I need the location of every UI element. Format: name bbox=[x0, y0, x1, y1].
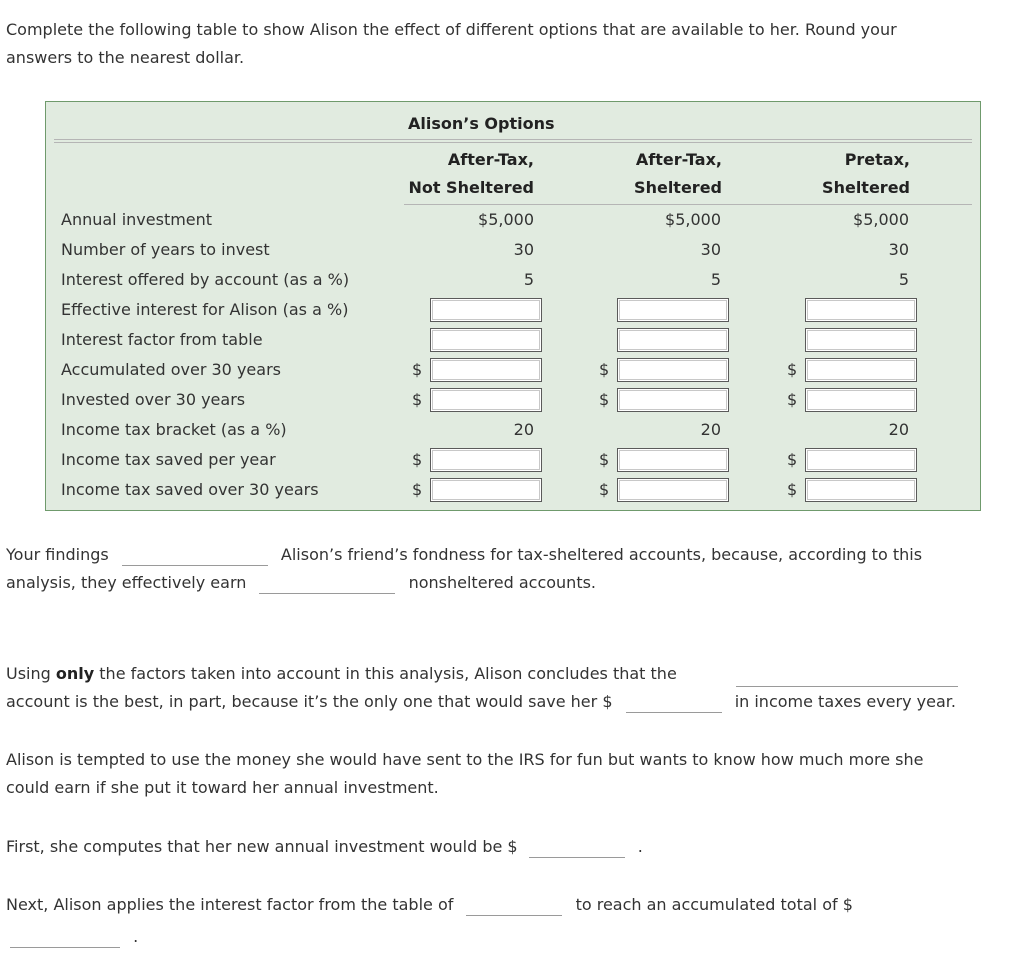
row-label-tax-bracket: Income tax bracket (as a %) bbox=[61, 420, 287, 439]
col-header-1-line-2: Not Sheltered bbox=[408, 178, 534, 197]
input-tax-saved-30-years-col2[interactable] bbox=[617, 478, 729, 502]
next-period: . bbox=[133, 927, 139, 946]
dollar-sign: $ bbox=[787, 360, 798, 379]
input-effective-interest-col1[interactable] bbox=[430, 298, 542, 322]
row-label-annual-investment: Annual investment bbox=[61, 210, 213, 229]
first-period: . bbox=[637, 837, 643, 856]
instructions-line-1: Complete the following table to show Alison the effect of different options that are available to her. Round your bbox=[6, 20, 897, 39]
input-tax-saved-per-year-col2[interactable] bbox=[617, 448, 729, 472]
findings-earn-dropdown[interactable] bbox=[259, 575, 395, 594]
cell-annual-investment-col3: $5,000 bbox=[853, 210, 909, 229]
row-label-effective-interest: Effective interest for Alison (as a %) bbox=[61, 300, 349, 319]
input-tax-saved-30-years-col3[interactable] bbox=[805, 478, 917, 502]
row-label-interest-offered: Interest offered by account (as a %) bbox=[61, 270, 350, 289]
row-label-interest-factor: Interest factor from table bbox=[61, 330, 263, 349]
dollar-sign: $ bbox=[412, 360, 423, 379]
findings-text-3: analysis, they effectively earn bbox=[6, 573, 247, 592]
findings-text-4: nonsheltered accounts. bbox=[408, 573, 597, 592]
header-rule-double bbox=[54, 139, 972, 143]
instructions-line-2: answers to the nearest dollar. bbox=[6, 48, 245, 67]
dollar-sign: $ bbox=[787, 480, 798, 499]
conclusion-line-2 bbox=[6, 688, 956, 716]
tempted-line-2: could earn if she put it toward her annual investment. bbox=[6, 778, 439, 797]
dollar-sign: $ bbox=[599, 360, 610, 379]
dollar-sign: $ bbox=[412, 450, 423, 469]
new-annual-investment-blank[interactable] bbox=[529, 839, 625, 858]
dollar-sign: $ bbox=[412, 390, 423, 409]
col-header-3-line-2: Sheltered bbox=[822, 178, 910, 197]
cell-annual-investment-col2: $5,000 bbox=[665, 210, 721, 229]
cell-tax-bracket-col1: 20 bbox=[513, 420, 534, 439]
cell-interest-offered-col2: 5 bbox=[710, 270, 721, 289]
input-tax-saved-per-year-col3[interactable] bbox=[805, 448, 917, 472]
accumulated-total-blank[interactable] bbox=[10, 929, 120, 948]
findings-line-1 bbox=[6, 541, 922, 569]
cell-annual-investment-col1: $5,000 bbox=[478, 210, 534, 229]
input-accumulated-col1[interactable] bbox=[430, 358, 542, 382]
input-invested-col2[interactable] bbox=[617, 388, 729, 412]
dollar-sign: $ bbox=[599, 390, 610, 409]
col-header-3-line-1: Pretax, bbox=[844, 150, 910, 169]
first-text: First, she computes that her new annual investment would be $ bbox=[6, 837, 518, 856]
col-header-1-line-1: After-Tax, bbox=[447, 150, 534, 169]
tempted-line-1: Alison is tempted to use the money she would have sent to the IRS for fun but wants to know how much more she bbox=[6, 750, 924, 769]
input-interest-factor-col1[interactable] bbox=[430, 328, 542, 352]
dollar-sign: $ bbox=[787, 390, 798, 409]
row-label-tax-saved-per-year: Income tax saved per year bbox=[61, 450, 276, 469]
cell-years-col3: 30 bbox=[888, 240, 909, 259]
cell-years-col2: 30 bbox=[700, 240, 721, 259]
dollar-sign: $ bbox=[787, 450, 798, 469]
next-text-1: Next, Alison applies the interest factor from the table of bbox=[6, 895, 454, 914]
cell-tax-bracket-col3: 20 bbox=[888, 420, 909, 439]
interest-factor-blank[interactable] bbox=[466, 897, 562, 916]
input-effective-interest-col2[interactable] bbox=[617, 298, 729, 322]
input-invested-col3[interactable] bbox=[805, 388, 917, 412]
dollar-sign: $ bbox=[599, 450, 610, 469]
first-line bbox=[6, 833, 643, 861]
findings-support-dropdown[interactable] bbox=[122, 547, 268, 566]
cell-years-col1: 30 bbox=[513, 240, 534, 259]
input-tax-saved-30-years-col1[interactable] bbox=[430, 478, 542, 502]
cell-tax-bracket-col2: 20 bbox=[700, 420, 721, 439]
cell-interest-offered-col1: 5 bbox=[523, 270, 534, 289]
input-effective-interest-col3[interactable] bbox=[805, 298, 917, 322]
col-header-2-line-2: Sheltered bbox=[634, 178, 722, 197]
input-accumulated-col3[interactable] bbox=[805, 358, 917, 382]
input-interest-factor-col3[interactable] bbox=[805, 328, 917, 352]
tax-savings-blank[interactable] bbox=[626, 694, 722, 713]
table-title: Alison’s Options bbox=[408, 114, 555, 133]
next-line-1 bbox=[6, 891, 853, 919]
conclusion-text-1: Using bbox=[6, 664, 51, 683]
conclusion-text-2: the factors taken into account in this analysis, Alison concludes that the bbox=[99, 664, 677, 683]
input-tax-saved-per-year-col1[interactable] bbox=[430, 448, 542, 472]
findings-text-2: Alison’s friend’s fondness for tax-sheltered accounts, because, according to this bbox=[280, 545, 923, 564]
next-text-2: to reach an accumulated total of $ bbox=[575, 895, 853, 914]
options-table bbox=[45, 101, 981, 511]
conclusion-text-4: in income taxes every year. bbox=[734, 692, 956, 711]
next-line-2 bbox=[6, 923, 138, 951]
input-accumulated-col2[interactable] bbox=[617, 358, 729, 382]
input-interest-factor-col2[interactable] bbox=[617, 328, 729, 352]
dollar-sign: $ bbox=[599, 480, 610, 499]
conclusion-line-1 bbox=[6, 660, 677, 688]
conclusion-emphasis: only bbox=[55, 664, 95, 683]
dollar-sign: $ bbox=[412, 480, 423, 499]
col-header-2-line-1: After-Tax, bbox=[635, 150, 722, 169]
row-label-tax-saved-30-years: Income tax saved over 30 years bbox=[61, 480, 319, 499]
row-label-years-to-invest: Number of years to invest bbox=[61, 240, 270, 259]
conclusion-text-3: account is the best, in part, because it’s the only one that would save her $ bbox=[6, 692, 613, 711]
cell-interest-offered-col3: 5 bbox=[898, 270, 909, 289]
findings-line-2 bbox=[6, 569, 596, 597]
findings-text-1: Your findings bbox=[6, 545, 109, 564]
input-invested-col1[interactable] bbox=[430, 388, 542, 412]
row-label-invested: Invested over 30 years bbox=[61, 390, 246, 409]
row-label-accumulated: Accumulated over 30 years bbox=[61, 360, 281, 379]
best-account-dropdown[interactable] bbox=[736, 668, 958, 687]
